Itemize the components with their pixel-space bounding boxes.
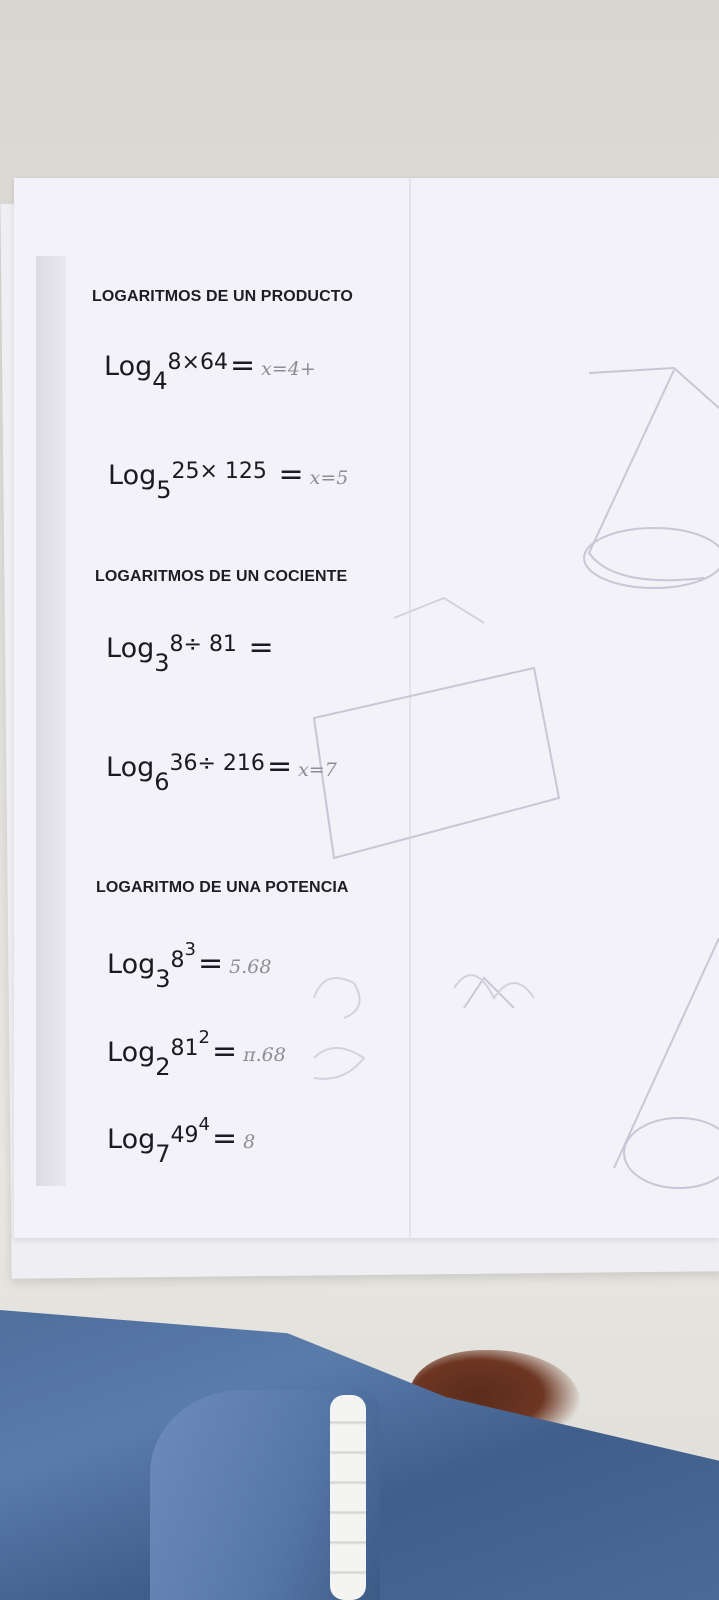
exercise-quotient-2	[106, 749, 337, 796]
log-argument: 36÷ 216	[169, 751, 265, 776]
equals-sign: =	[229, 348, 256, 383]
handwritten-answer: 8	[243, 1131, 256, 1153]
white-lace	[330, 1395, 366, 1600]
log-argument: 49	[170, 1123, 199, 1148]
log-base: 4	[152, 367, 168, 395]
exercise-power-2	[107, 1027, 286, 1081]
log-prefix: Log	[106, 633, 155, 664]
log-argument: 8×64	[167, 350, 228, 375]
log-argument: 25× 125	[171, 459, 267, 484]
log-base: 6	[154, 768, 170, 796]
section-title-power: LOGARITMO DE UNA POTENCIA	[96, 879, 349, 896]
handwritten-answer: x=5	[309, 467, 349, 489]
equals-sign: =	[238, 630, 274, 665]
exercise-power-1	[107, 939, 272, 993]
log-base: 3	[154, 649, 170, 677]
section-title-product: LOGARITMOS DE UN PRODUCTO	[92, 288, 353, 305]
log-exponent: 2	[198, 1027, 210, 1048]
exercise-power-3	[107, 1114, 256, 1168]
log-prefix: Log	[108, 460, 157, 491]
log-argument: 81	[170, 1036, 199, 1061]
log-argument: 8	[170, 948, 185, 973]
log-argument: 8÷ 81	[169, 632, 237, 657]
log-exponent: 3	[184, 939, 196, 960]
equals-sign: =	[266, 749, 293, 784]
equals-sign: =	[197, 946, 224, 981]
section-title-quotient: LOGARITMOS DE UN COCIENTE	[95, 568, 348, 585]
log-prefix: Log	[107, 949, 156, 980]
log-base: 5	[156, 476, 172, 504]
handwritten-answer: π.68	[243, 1044, 286, 1066]
log-base: 3	[155, 965, 171, 993]
handwritten-answer: 5.68	[229, 956, 272, 978]
equals-sign: =	[211, 1121, 238, 1156]
log-prefix: Log	[104, 351, 153, 382]
log-prefix: Log	[107, 1124, 156, 1155]
exercise-quotient-1	[106, 630, 280, 677]
worksheet-paper	[14, 178, 719, 1238]
fold-line	[409, 178, 411, 1238]
log-base: 2	[155, 1053, 171, 1081]
equals-sign: =	[268, 457, 304, 492]
exercise-product-2	[108, 457, 349, 504]
log-prefix: Log	[106, 752, 155, 783]
equals-sign: =	[211, 1034, 238, 1069]
log-base: 7	[155, 1140, 171, 1168]
log-prefix: Log	[107, 1037, 156, 1068]
exercise-product-1	[104, 348, 316, 395]
log-exponent: 4	[198, 1114, 210, 1135]
handwritten-answer: x=7	[298, 759, 337, 781]
handwritten-answer: x=4+	[261, 358, 316, 380]
